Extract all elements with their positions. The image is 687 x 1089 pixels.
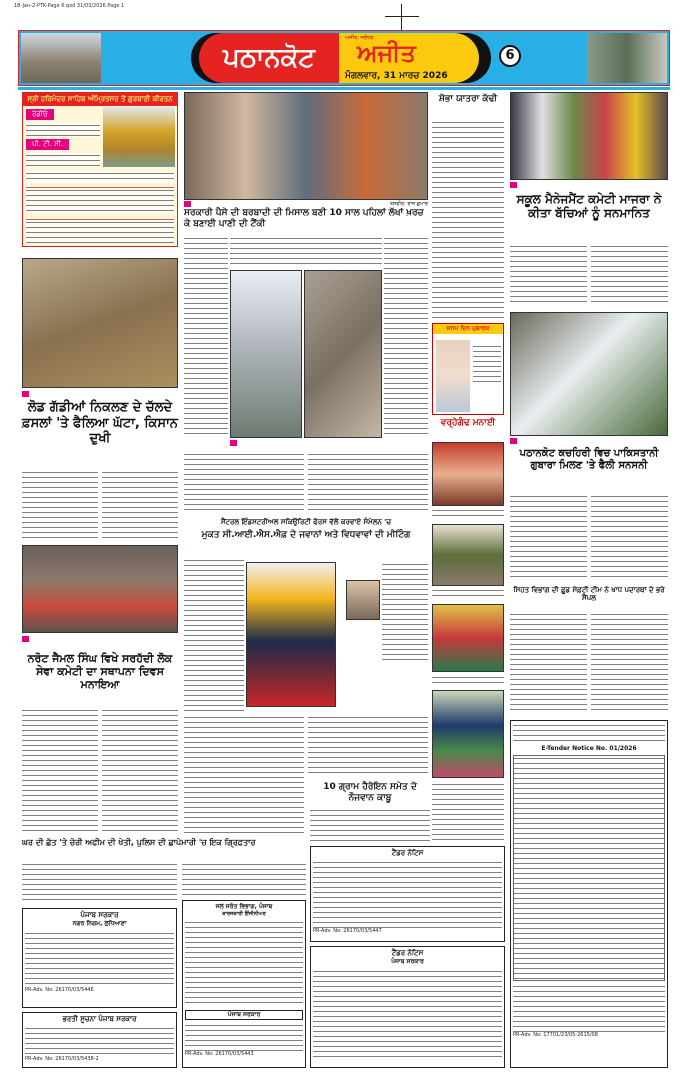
ad-title: ਪੰਜਾਬ ਸਰਕਾਰ — [80, 911, 119, 919]
page-number: 6 — [499, 45, 521, 67]
kirtan-text — [26, 219, 174, 243]
procession-photo — [184, 92, 428, 200]
photo-caption — [510, 182, 668, 189]
couple-photo — [432, 442, 504, 506]
balloon-photo — [510, 312, 668, 436]
crop-mark — [401, 4, 402, 30]
photo-caption — [184, 201, 428, 208]
article-body-text — [382, 562, 428, 660]
ad-text — [313, 969, 502, 1057]
ad-pr-number: PR-Adv. No: 26170/03/5443 — [185, 1051, 254, 1057]
meeting-photo — [22, 545, 178, 633]
ad-recruitment — [22, 1012, 177, 1068]
headline-shobha: ਸ਼ੋਭਾ ਯਾਤਰਾ ਕੱਢੀ — [438, 94, 498, 104]
anniversary-title: ਵਰ੍ਹੇਗੰਢ ਮਨਾਈ — [440, 418, 496, 428]
article-body-text — [308, 715, 428, 777]
birthday-box — [432, 323, 504, 415]
ad-subtitle: ਕਾਰਜਕਾਰੀ ਇੰਜੀਨੀਅਰ — [222, 911, 266, 917]
article-body-text — [310, 808, 430, 842]
couple-photo — [432, 604, 504, 672]
article-body-text — [510, 612, 587, 714]
article-body-text — [591, 244, 668, 306]
ad-subtitle: ਪੰਜਾਬ ਸਰਕਾਰ — [391, 958, 424, 965]
masthead — [18, 30, 670, 86]
ad-title: E-Tender Notice No. 01/2026 — [541, 745, 637, 752]
ad-text — [513, 723, 665, 743]
masthead-city: ਪਠਾਨਕੋਟ — [199, 33, 339, 83]
headline-opium: ਘਰ ਦੀ ਛੱਤ 'ਤੇ ਚੋਰੀ ਅਫੀਮ ਦੀ ਖੇਤੀ, ਪੁਲਿਸ ਦੀ ਛਾਪੇਮਾਰੀ 'ਚ ਇਕ ਗ੍ਰਿਫ਼ਤਾਰ — [22, 838, 256, 847]
masthead-date: ਮੰਗਲਵਾਰ, 31 ਮਾਰਚ 2026 — [345, 71, 448, 81]
photo-caption-text — [432, 675, 504, 687]
headline-balloon: ਪਠਾਨਕੋਟ ਕਚਹਿਰੀ ਵਿਚ ਪਾਕਿਸਤਾਨੀ ਗੁਬਾਰਾ ਮਿਲਣ 'ਤੇ ਫੈਲੀ ਸਨਸਨੀ — [519, 448, 659, 471]
ad-water-resources — [182, 900, 306, 1068]
photo-caption — [230, 440, 382, 447]
ad-pr-number: PR-Adv. No: 26170/03/5446 — [25, 987, 94, 993]
article-body-text — [308, 452, 428, 514]
school-photo — [510, 92, 668, 180]
article-body-text — [22, 470, 98, 540]
masthead-paper: ਅਜੀਤ — [357, 39, 416, 67]
ad-subtitle: ਨਗਰ ਨਿਗਮ, ਲੁਧਿਆਣਾ — [72, 920, 127, 927]
photo-caption — [22, 636, 178, 643]
kirtan-tag-ptc: ਪੀ. ਟੀ. ਸੀ. — [26, 139, 69, 150]
baby-photo — [436, 340, 470, 412]
photo-caption-text — [432, 588, 504, 600]
birthday-title: ਜਨਮ ਦਿਨ ਮੁਬਾਰਕ — [433, 324, 503, 334]
cisf-speaker-photo — [246, 562, 336, 707]
photo-caption — [510, 438, 668, 445]
kirtan-ad — [22, 92, 178, 247]
masthead-rule — [18, 87, 670, 90]
article-body-text — [432, 120, 504, 320]
golden-temple-photo — [103, 107, 175, 167]
water-tank-photo — [230, 270, 302, 438]
birthday-text — [473, 344, 501, 384]
ad-municipal — [22, 908, 177, 1008]
headline-school: ਸਕੂਲ ਮੈਨੇਜਮੈਂਟ ਕਮੇਟੀ ਮਾਜਰਾ ਨੇ ਕੀਤਾ ਬੱਚਿਆਂ ਨੂੰ ਸਨਮਾਨਿਤ — [516, 192, 662, 221]
broken-tank-photo — [304, 270, 382, 438]
ad-table — [513, 755, 665, 981]
ad-e-tender — [510, 720, 668, 1068]
article-body-text — [182, 862, 306, 896]
couple-photo — [432, 690, 504, 778]
kirtan-text — [26, 123, 100, 137]
article-body-text — [184, 236, 228, 438]
portrait-photo — [346, 580, 380, 620]
ad-tender-1 — [310, 846, 505, 942]
article-body-text — [184, 452, 304, 514]
photo-caption-text — [432, 508, 504, 520]
print-slug: 18-Jan-2-PTK-Page 6.qxd 31/03/2026 Page 1 — [14, 3, 125, 9]
kirtan-text — [26, 187, 174, 213]
ad-tender-2 — [310, 946, 505, 1068]
headline-narot: ਨਰੋਟ ਜੈਮਲ ਸਿੰਘ ਵਿਖੇ ਸਰਹੱਦੀ ਲੋਕ ਸੇਵਾ ਕਮੇਟੀ ਦਾ ਸਥਾਪਨਾ ਦਿਵਸ ਮਨਾਇਆ — [27, 652, 173, 692]
kirtan-text — [26, 153, 100, 167]
headline-tank: ਸਰਕਾਰੀ ਪੈਸੇ ਦੀ ਬਰਬਾਦੀ ਦੀ ਮਿਸਾਲ ਬਣੀ 10 ਸਾਲ ਪਹਿਲਾਂ ਲੱਖਾਂ ਖ਼ਰਚ ਕੇ ਬਣਾਈ ਪਾਣੀ ਦੀ ਟੈਂਕੀ — [184, 208, 424, 229]
article-body-text — [510, 244, 587, 306]
headline-heroin: 10 ਗ੍ਰਾਮ ਹੈਰੋਇਨ ਸਮੇਤ ਦੋ ਨੌਜਵਾਨ ਕਾਬੂ — [323, 782, 417, 803]
ad-text — [313, 860, 502, 928]
kirtan-ad-title: ਸ੍ਰੀ ਹਰਿਮੰਦਰ ਸਾਹਿਬ ਅੰਮ੍ਰਿਤਸਰ ਤੋਂ ਗੁਰਬਾਣੀ ਕੀਰਤਨ — [23, 93, 177, 106]
ad-pr-number: PR-Adv. No: 26170/03/5447 — [313, 928, 382, 934]
article-body-text — [230, 236, 382, 266]
ad-text — [25, 1026, 174, 1056]
article-body-text — [22, 862, 177, 904]
photo-caption — [22, 391, 178, 398]
photo-credit: ਤਸਵੀਰ: ਰਾਜ ਕੁਮਾਰ — [389, 201, 428, 207]
masthead-photo-right — [587, 33, 667, 83]
article-body-text — [384, 236, 428, 438]
couple-photo — [432, 524, 504, 586]
article-body-text — [102, 708, 178, 833]
masthead-logo — [191, 33, 491, 83]
article-body-text — [102, 470, 178, 540]
article-body-text — [184, 558, 244, 712]
crop-mark — [385, 16, 419, 17]
article-body-text — [510, 494, 587, 580]
ad-text — [185, 920, 303, 1006]
ad-pr-number: PR-Adv. No: 26170/03/5438-2 — [25, 1056, 99, 1062]
article-body-text — [591, 494, 668, 580]
ad-pr-number: PR-Adv. No: 17701/23/05-2615/08 — [513, 1032, 598, 1038]
kirtan-text — [26, 171, 174, 183]
ad-text — [513, 984, 665, 1032]
ad-footer: ਪੰਜਾਬ ਸਰਕਾਰ — [185, 1010, 303, 1020]
ad-title: ਭਰਤੀ ਸੂਚਨਾ ਪੰਜਾਬ ਸਰਕਾਰ — [62, 1015, 137, 1023]
headline-dust: ਲੋਡ ਗੱਡੀਆਂ ਨਿਕਲਣ ਦੇ ਚੱਲਦੇ ਫ਼ਸਲਾਂ 'ਤੇ ਫੈਲਿਆ ਘੱਟਾ, ਕਿਸਾਨ ਦੁਖੀ — [22, 400, 178, 447]
farmer-photo — [22, 258, 178, 388]
ad-text — [185, 1023, 303, 1051]
kicker-cisf: ਸੈਂਟਰਲ ਇੰਡਸਟਰੀਅਲ ਸਕਿਉਰਿਟੀ ਫੋਰਸ ਵੱਲੋਂ ਕਰਵਾਏ ਸੰਮੇਲਨ 'ਚ — [220, 518, 392, 526]
ad-text — [25, 931, 174, 987]
headline-food: ਸਿਹਤ ਵਿਭਾਗ ਦੀ ਫ਼ੂਡ ਸੇਫ਼ਟੀ ਟੀਮ ਨੇ ਖਾਧ ਪਦਾਰਥਾਂ ਦੇ ਭਰੇ ਸੈਂਪਲ — [513, 586, 665, 603]
article-body-text — [432, 782, 504, 842]
article-body-text — [591, 612, 668, 714]
kirtan-tag-radio: ਰੇਡੀਓ — [26, 109, 54, 120]
ad-title: ਟੈਂਡਰ ਨੋਟਿਸ — [391, 949, 424, 957]
masthead-edition: ਅਜੀਤ, ਜਲੰਧਰ — [345, 35, 374, 41]
ad-title: ਜਲ ਸਰੋਤ ਵਿਭਾਗ, ਪੰਜਾਬ — [215, 903, 273, 910]
article-body-text — [184, 715, 304, 835]
ad-title: ਟੈਂਡਰ ਨੋਟਿਸ — [391, 849, 424, 857]
headline-cisf: ਮੁਕਤ ਸੀ.ਆਈ.ਐਸ.ਐਫ਼ ਦੇ ਜਵਾਨਾਂ ਅਤੇ ਵਿਧਵਾਵਾਂ ਦੀ ਮੀਟਿੰਗ — [201, 530, 411, 540]
masthead-photo-left — [21, 33, 101, 83]
article-body-text — [22, 708, 98, 833]
